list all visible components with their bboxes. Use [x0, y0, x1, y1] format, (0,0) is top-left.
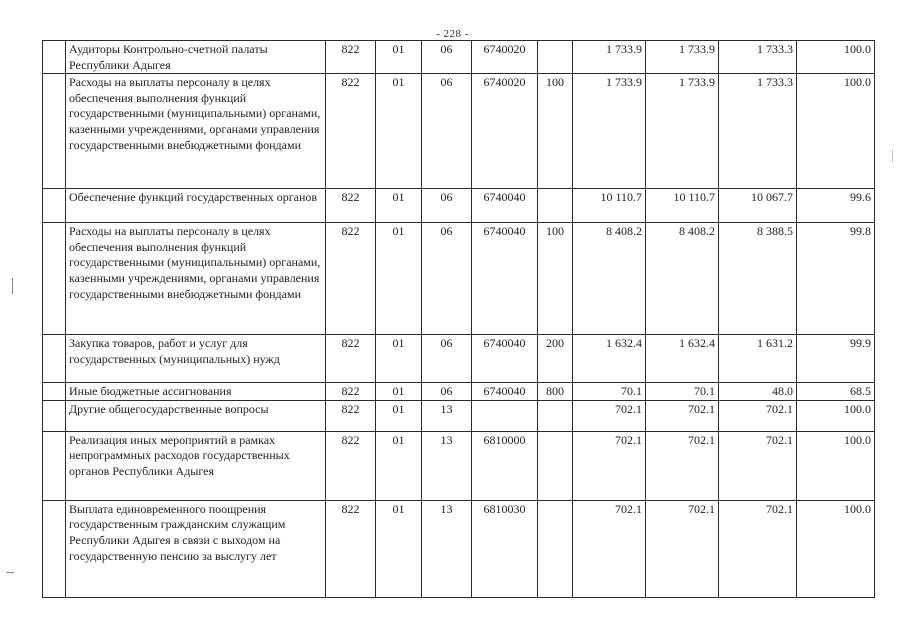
- expense-type-code: [538, 400, 573, 431]
- table-row: [43, 500, 875, 597]
- table-row: [43, 74, 875, 189]
- executed-amount: 1 733.3: [719, 41, 797, 74]
- row-marker-cell: [43, 223, 66, 335]
- execution-percent: 100.0: [797, 431, 875, 500]
- scan-margin-mark: [6, 572, 14, 573]
- row-marker-cell: [43, 41, 66, 74]
- section-code: 01: [376, 500, 422, 597]
- table-row: [43, 223, 875, 335]
- section-code: 01: [376, 335, 422, 383]
- adjusted-amount: 702.1: [646, 400, 719, 431]
- dept-code: 822: [326, 383, 376, 401]
- item-name: Реализация иных мероприятий в рамках непрограммных расходов государственных органов Республики Адыгея: [66, 431, 326, 500]
- expense-type-code: 200: [538, 335, 573, 383]
- planned-amount: 702.1: [573, 431, 646, 500]
- dept-code: 822: [326, 335, 376, 383]
- item-name: Расходы на выплаты персоналу в целях обеспечения выполнения функций государственными (муниципальными) органами, казенными учреждениями, органами управления государственными внебюджетными фондами: [66, 223, 326, 335]
- dept-code: 822: [326, 500, 376, 597]
- executed-amount: 702.1: [719, 431, 797, 500]
- section-code: 01: [376, 223, 422, 335]
- subsection-code: 06: [422, 41, 472, 74]
- execution-percent: 100.0: [797, 74, 875, 189]
- planned-amount: 702.1: [573, 400, 646, 431]
- expense-type-code: [538, 431, 573, 500]
- planned-amount: 8 408.2: [573, 223, 646, 335]
- section-code: 01: [376, 383, 422, 401]
- row-marker-cell: [43, 335, 66, 383]
- row-marker-cell: [43, 431, 66, 500]
- expense-type-code: 100: [538, 223, 573, 335]
- section-code: 01: [376, 400, 422, 431]
- section-code: 01: [376, 431, 422, 500]
- dept-code: 822: [326, 189, 376, 223]
- scan-margin-mark: [12, 278, 13, 294]
- item-name: Иные бюджетные ассигнования: [66, 383, 326, 401]
- target-article-code: 6740040: [472, 189, 538, 223]
- subsection-code: 13: [422, 500, 472, 597]
- dept-code: 822: [326, 74, 376, 189]
- adjusted-amount: 10 110.7: [646, 189, 719, 223]
- expense-type-code: [538, 189, 573, 223]
- expense-type-code: [538, 41, 573, 74]
- subsection-code: 06: [422, 74, 472, 189]
- subsection-code: 06: [422, 335, 472, 383]
- subsection-code: 13: [422, 400, 472, 431]
- subsection-code: 13: [422, 431, 472, 500]
- target-article-code: 6740040: [472, 335, 538, 383]
- item-name: Другие общегосударственные вопросы: [66, 400, 326, 431]
- item-name: Закупка товаров, работ и услуг для государственных (муниципальных) нужд: [66, 335, 326, 383]
- executed-amount: 702.1: [719, 400, 797, 431]
- dept-code: 822: [326, 400, 376, 431]
- table-row: [43, 41, 875, 74]
- budget-table: [42, 40, 875, 598]
- target-article-code: 6740040: [472, 223, 538, 335]
- execution-percent: 68.5: [797, 383, 875, 401]
- item-name: Аудиторы Контрольно-счетной палаты Республики Адыгея: [66, 41, 326, 74]
- subsection-code: 06: [422, 383, 472, 401]
- subsection-code: 06: [422, 223, 472, 335]
- expense-type-code: 800: [538, 383, 573, 401]
- subsection-code: 06: [422, 189, 472, 223]
- section-code: 01: [376, 189, 422, 223]
- adjusted-amount: 1 733.9: [646, 74, 719, 189]
- row-marker-cell: [43, 189, 66, 223]
- section-code: 01: [376, 41, 422, 74]
- execution-percent: 100.0: [797, 41, 875, 74]
- execution-percent: 99.9: [797, 335, 875, 383]
- target-article-code: 6810000: [472, 431, 538, 500]
- adjusted-amount: 1 632.4: [646, 335, 719, 383]
- row-marker-cell: [43, 400, 66, 431]
- target-article-code: 6810030: [472, 500, 538, 597]
- execution-percent: 100.0: [797, 500, 875, 597]
- row-marker-cell: [43, 74, 66, 189]
- table-row: [43, 400, 875, 431]
- adjusted-amount: 702.1: [646, 431, 719, 500]
- item-name: Расходы на выплаты персоналу в целях обеспечения выполнения функций государственными (муниципальными) органами, казенными учреждениями, органами управления государственными внебюджетными фондами: [66, 74, 326, 189]
- planned-amount: 10 110.7: [573, 189, 646, 223]
- planned-amount: 70.1: [573, 383, 646, 401]
- dept-code: 822: [326, 431, 376, 500]
- planned-amount: 1 632.4: [573, 335, 646, 383]
- table-row: [43, 431, 875, 500]
- execution-percent: 100.0: [797, 400, 875, 431]
- planned-amount: 1 733.9: [573, 41, 646, 74]
- executed-amount: 1 631.2: [719, 335, 797, 383]
- adjusted-amount: 70.1: [646, 383, 719, 401]
- table-row: [43, 383, 875, 401]
- executed-amount: 1 733.3: [719, 74, 797, 189]
- planned-amount: 1 733.9: [573, 74, 646, 189]
- planned-amount: 702.1: [573, 500, 646, 597]
- execution-percent: 99.6: [797, 189, 875, 223]
- adjusted-amount: 8 408.2: [646, 223, 719, 335]
- target-article-code: [472, 400, 538, 431]
- expense-type-code: [538, 500, 573, 597]
- table-row: [43, 335, 875, 383]
- executed-amount: 48.0: [719, 383, 797, 401]
- target-article-code: 6740020: [472, 74, 538, 189]
- row-marker-cell: [43, 383, 66, 401]
- target-article-code: 6740020: [472, 41, 538, 74]
- page-number: - 228 -: [436, 28, 469, 40]
- table-row: [43, 189, 875, 223]
- item-name: Выплата единовременного поощрения государственным гражданским служащим Республики Адыгея в связи с выходом на государственную пенсию за выслугу лет: [66, 500, 326, 597]
- executed-amount: 10 067.7: [719, 189, 797, 223]
- execution-percent: 99.8: [797, 223, 875, 335]
- expense-type-code: 100: [538, 74, 573, 189]
- executed-amount: 8 388.5: [719, 223, 797, 335]
- target-article-code: 6740040: [472, 383, 538, 401]
- item-name: Обеспечение функций государственных органов: [66, 189, 326, 223]
- dept-code: 822: [326, 41, 376, 74]
- adjusted-amount: 1 733.9: [646, 41, 719, 74]
- dept-code: 822: [326, 223, 376, 335]
- executed-amount: 702.1: [719, 500, 797, 597]
- row-marker-cell: [43, 500, 66, 597]
- adjusted-amount: 702.1: [646, 500, 719, 597]
- section-code: 01: [376, 74, 422, 189]
- scan-margin-mark: [892, 150, 893, 162]
